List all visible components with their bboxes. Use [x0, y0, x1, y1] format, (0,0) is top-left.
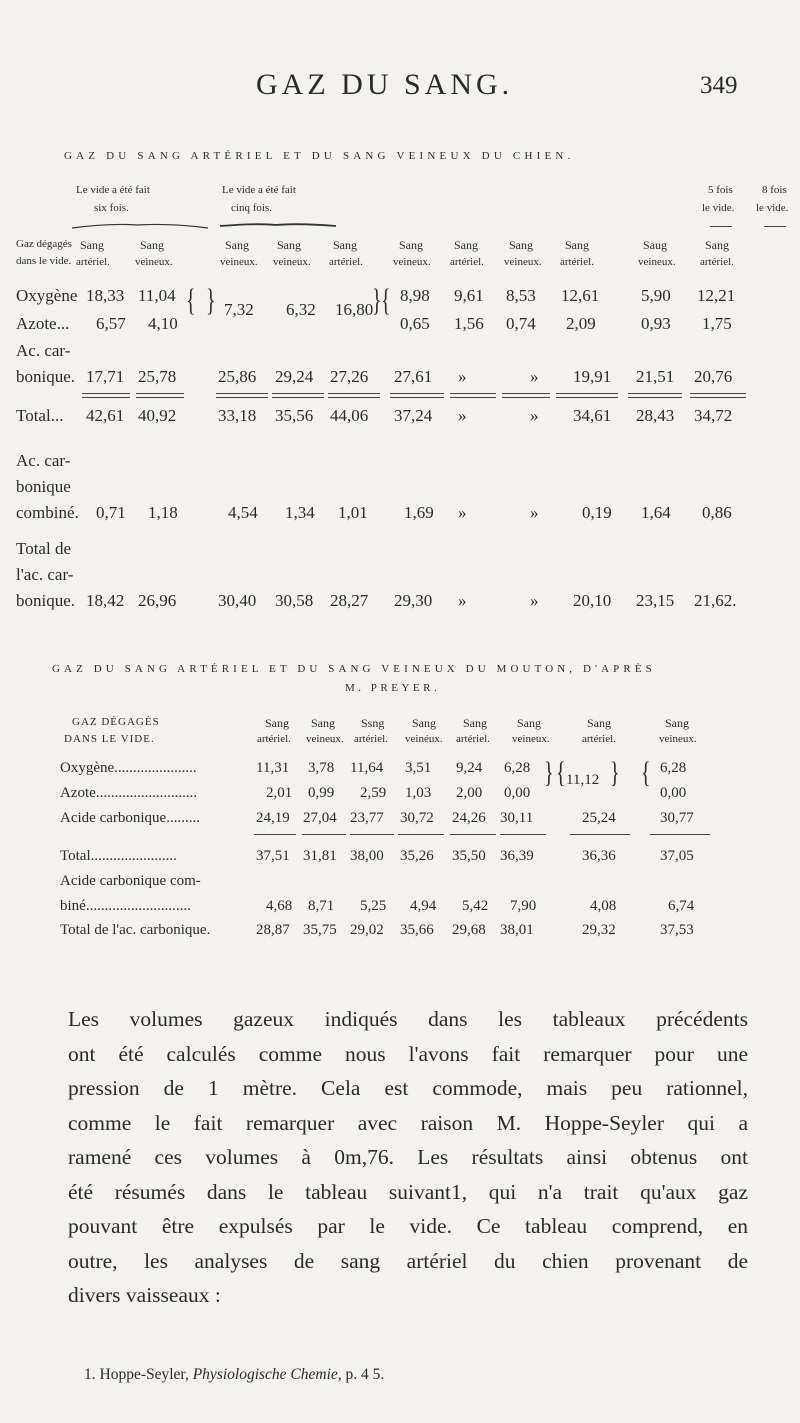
col-header: Sang — [412, 716, 436, 730]
col-subheader: veineux. — [273, 256, 311, 268]
footnote-title: Physiologische Chemie, — [192, 1366, 342, 1383]
col-header: Saug — [643, 238, 667, 252]
table-cell: 20,76 — [694, 367, 733, 386]
col-subheader: veineux. — [306, 733, 344, 745]
table-cell: 37,24 — [394, 406, 433, 425]
row-label: bonique. — [16, 367, 76, 386]
sum-rule — [272, 393, 324, 398]
running-title: GAZ DU SANG. — [256, 68, 514, 101]
row-label: l'ac. car- — [16, 565, 74, 584]
row-label: bonique — [16, 477, 71, 496]
col-subheader: veineux. — [504, 256, 542, 268]
table-cell: 8,53 — [506, 286, 536, 305]
table-cell: 27,26 — [330, 367, 369, 386]
table-cell: 29,02 — [350, 922, 384, 938]
paragraph-line: outre, les analyses de sang artériel du chien provenant de — [68, 1248, 748, 1273]
table-cell: 23,77 — [350, 810, 384, 826]
sum-rule — [82, 393, 130, 398]
table-cell: 2,01 — [266, 785, 293, 801]
paragraph-line: comme le fait remarquer avec raison M. Hoppe-Seyler qui a — [68, 1110, 748, 1135]
table-cell: 1,56 — [454, 314, 484, 333]
col-subheader: artériel. — [76, 256, 110, 268]
table-cell: 23,15 — [636, 591, 675, 610]
col-header: Sang — [265, 716, 289, 730]
table-cell: 26,96 — [138, 591, 177, 610]
table-cell: 29,32 — [582, 922, 616, 938]
table-cell: 42,61 — [86, 406, 125, 425]
row-label: Ac. car- — [16, 341, 71, 360]
table-cell: 37,05 — [660, 848, 694, 864]
table-cell: 33,18 — [218, 406, 257, 425]
col-subheader: artériel. — [700, 256, 734, 268]
col-subheader: veinéux. — [405, 733, 443, 745]
sum-rule — [136, 393, 184, 398]
table2-title-line2: M. PREYER. — [345, 682, 441, 694]
table-cell: 35,50 — [452, 848, 486, 864]
table-cell: 34,72 — [694, 406, 733, 425]
table-cell: 30,40 — [218, 591, 257, 610]
table-cell: 1,75 — [702, 314, 732, 333]
col-subheader: artériel. — [456, 733, 490, 745]
table-cell: 2,00 — [456, 785, 483, 801]
row-label: Azote... — [16, 314, 70, 333]
table-cell: 44,06 — [330, 406, 369, 425]
table-cell: » — [530, 503, 539, 522]
col-header: Sang — [140, 238, 164, 252]
table-cell: 35,26 — [400, 848, 434, 864]
row-label: Acide carbonique......... — [60, 810, 200, 826]
col-subheader: artériel. — [582, 733, 616, 745]
table-cell: 2,59 — [360, 785, 387, 801]
sum-rule — [350, 834, 394, 835]
group-header-4-line1: 8 fois — [762, 184, 787, 196]
table-cell: » — [458, 367, 467, 386]
row-label: Azote........................... — [60, 785, 198, 801]
table-cell: 4,08 — [590, 898, 617, 914]
table-cell: 34,61 — [573, 406, 612, 425]
row-label: Total... — [16, 406, 64, 425]
table-cell: 4,68 — [266, 898, 293, 914]
table-cell: 1,69 — [404, 503, 434, 522]
table-cell: 1,01 — [338, 503, 368, 522]
table-cell-merged: 6,32 — [286, 300, 316, 319]
table-cell: 1,18 — [148, 503, 178, 522]
table-cell: 0,00 — [660, 785, 687, 801]
sum-rule — [650, 834, 710, 835]
row-label: Total....................... — [60, 848, 177, 864]
sum-rule — [328, 393, 380, 398]
col-header: Sang — [277, 238, 301, 252]
group-header-2-line1: Le vide a été fait — [222, 184, 296, 196]
paragraph-line: été résumés dans le tableau suivant1, qui n'a trait qu'aux gaz — [68, 1179, 748, 1204]
table-cell: 36,39 — [500, 848, 534, 864]
row-label: combiné. — [16, 503, 79, 522]
table-cell-merged: 7,32 — [224, 300, 254, 319]
row-label: Ac. car- — [16, 451, 71, 470]
table-cell: 12,61 — [561, 286, 600, 305]
table-cell: 8,98 — [400, 286, 430, 305]
table-cell: 18,33 — [86, 286, 125, 305]
table-cell: 29,30 — [394, 591, 433, 610]
col-subheader: veineux. — [512, 733, 550, 745]
table-cell: 35,66 — [400, 922, 434, 938]
row-label: biné............................ — [60, 898, 191, 914]
table-cell: 6,74 — [668, 898, 695, 914]
row-label: Oxygène...................... — [60, 760, 197, 776]
brace-open-1: { — [186, 283, 196, 319]
row-label: Total de l'ac. carbonique. — [60, 922, 211, 938]
table-cell: 18,42 — [86, 591, 125, 610]
table-cell: » — [530, 591, 539, 610]
row-label-header-line1: Gaz dégagés — [16, 238, 72, 250]
col-header: Sang — [333, 238, 357, 252]
col-header: Sang — [705, 238, 729, 252]
table-cell: 0,71 — [96, 503, 126, 522]
table-cell: 36,36 — [582, 848, 616, 864]
col-header: Sang — [80, 238, 104, 252]
table-cell: 30,77 — [660, 810, 694, 826]
col-header: Sang — [225, 238, 249, 252]
sum-rule — [302, 834, 346, 835]
row-label: Oxygène — [16, 286, 78, 305]
table-cell: 9,24 — [456, 760, 483, 776]
table-cell: 27,04 — [303, 810, 337, 826]
table-cell: 24,19 — [256, 810, 290, 826]
brace-close: } — [544, 756, 554, 790]
table-cell: 0,86 — [702, 503, 732, 522]
paragraph-line: ont été calculés comme nous l'avons fait remarquer pour une — [68, 1041, 748, 1066]
table-cell: 4,10 — [148, 314, 178, 333]
table-cell: 4,54 — [228, 503, 258, 522]
group-header-4-line2: le vide. — [756, 202, 789, 214]
group-rule-3 — [710, 226, 732, 227]
row-label-header-line2: dans le vide. — [16, 255, 72, 267]
table-cell: 24,26 — [452, 810, 486, 826]
sum-rule — [390, 393, 444, 398]
table-cell: 6,28 — [504, 760, 531, 776]
table-cell: 35,75 — [303, 922, 337, 938]
table-cell: 3,78 — [308, 760, 335, 776]
table1-title: GAZ DU SANG ARTÉRIEL ET DU SANG VEINEUX DU CHIEN. — [64, 150, 575, 162]
brace-close: } — [610, 756, 620, 790]
table-cell: 2,09 — [566, 314, 596, 333]
paragraph-line: divers vaisseaux : — [68, 1283, 221, 1307]
sum-rule — [450, 393, 496, 398]
table-cell: » — [458, 503, 467, 522]
table-cell: 25,24 — [582, 810, 616, 826]
table-cell: 1,03 — [405, 785, 432, 801]
footnote-page: p. 4 5. — [345, 1366, 385, 1383]
table-cell: 29,24 — [275, 367, 314, 386]
sum-rule — [500, 834, 546, 835]
paragraph-line: Les volumes gazeux indiqués dans les tableaux précédents — [68, 1007, 748, 1031]
table-cell: 1,34 — [285, 503, 315, 522]
col-subheader: artériel. — [257, 733, 291, 745]
table-cell: 0,74 — [506, 314, 536, 333]
table-cell: 25,86 — [218, 367, 257, 386]
table-cell: 29,68 — [452, 922, 486, 938]
row-label: bonique. — [16, 591, 76, 610]
row-label: Acide carbonique com- — [60, 873, 201, 889]
col-header: Ssng — [361, 716, 385, 730]
col-header: Sang — [454, 238, 478, 252]
table-cell: 5,25 — [360, 898, 387, 914]
table-cell: 4,94 — [410, 898, 437, 914]
table-cell: 1,64 — [641, 503, 671, 522]
row-label: Total de — [16, 539, 71, 558]
group-header-3-line2: le vide. — [702, 202, 735, 214]
group-header-1-line2: six fois. — [94, 202, 129, 214]
sum-rule — [502, 393, 550, 398]
sum-rule — [254, 834, 296, 835]
table-cell: 0,99 — [308, 785, 335, 801]
col-subheader: veineux. — [638, 256, 676, 268]
table-cell: 12,21 — [697, 286, 736, 305]
col-header: Sang — [517, 716, 541, 730]
table-cell-merged: 16,80 — [335, 300, 374, 319]
table-cell: » — [530, 367, 539, 386]
col-header: Sang — [463, 716, 487, 730]
col-subheader: artériel. — [560, 256, 594, 268]
table-cell: 17,71 — [86, 367, 125, 386]
table-cell: 21,51 — [636, 367, 675, 386]
table-cell: 40,92 — [138, 406, 177, 425]
table-cell: 8,71 — [308, 898, 335, 914]
row-label-header-line1: GAZ DÉGAGÉS — [72, 716, 160, 728]
table-cell: 37,53 — [660, 922, 694, 938]
table-cell: » — [458, 591, 467, 610]
col-subheader: veineux. — [220, 256, 258, 268]
footnote-number: 1. — [84, 1366, 96, 1383]
table-cell: 30,72 — [400, 810, 434, 826]
table-cell: 37,51 — [256, 848, 290, 864]
col-header: Sang — [665, 716, 689, 730]
sum-rule — [628, 393, 682, 398]
col-subheader: artériel. — [354, 733, 388, 745]
table-cell: 0,00 — [504, 785, 531, 801]
group-header-1-line1: Le vide a été fait — [76, 184, 150, 196]
sum-rule — [216, 393, 268, 398]
table-cell: 28,27 — [330, 591, 369, 610]
table-cell: » — [458, 406, 467, 425]
table-cell: 5,90 — [641, 286, 671, 305]
table-cell: 3,51 — [405, 760, 432, 776]
group-brace-2 — [218, 222, 338, 230]
table2-title: GAZ DU SANG ARTÉRIEL ET DU SANG VEINEUX DU MOUTON, D'APRÈS — [52, 663, 656, 675]
paragraph-line: pouvant être expulsés par le vide. Ce tableau comprend, en — [68, 1214, 748, 1238]
table-cell: 35,56 — [275, 406, 314, 425]
table-cell: 0,19 — [582, 503, 612, 522]
table-cell: 28,87 — [256, 922, 290, 938]
table-cell: 0,65 — [400, 314, 430, 333]
sum-rule — [398, 834, 444, 835]
row-label-header-line2: DANS LE VIDE. — [64, 733, 155, 745]
body-paragraph — [68, 1002, 748, 1313]
footnote-author: Hoppe-Seyler, — [99, 1366, 189, 1383]
col-header: Sang — [311, 716, 335, 730]
sum-rule — [450, 834, 496, 835]
table-cell: 7,90 — [510, 898, 537, 914]
brace-close-2: } — [372, 283, 382, 319]
table-cell: 9,61 — [454, 286, 484, 305]
col-header: Sang — [565, 238, 589, 252]
group-header-2-line2: cinq fois. — [231, 202, 272, 214]
table-cell: 6,57 — [96, 314, 126, 333]
table-cell: 21,62. — [694, 591, 737, 610]
table-cell: 11,64 — [350, 760, 384, 776]
table-cell: 30,58 — [275, 591, 314, 610]
table-cell: 27,61 — [394, 367, 433, 386]
paragraph-line: pression de 1 mètre. Cela est commode, mais peu rationnel, — [68, 1076, 748, 1100]
table-cell: 6,28 — [660, 760, 687, 776]
table-cell-merged: 11,12 — [566, 772, 600, 788]
table-cell: 19,91 — [573, 367, 612, 386]
col-header: Sang — [399, 238, 423, 252]
brace-open: { — [641, 756, 651, 790]
col-subheader: artériel. — [450, 256, 484, 268]
table-cell: 20,10 — [573, 591, 612, 610]
sum-rule — [570, 834, 630, 835]
table-cell: 25,78 — [138, 367, 177, 386]
brace-close-3: } — [206, 283, 216, 319]
group-brace-1 — [70, 222, 210, 230]
brace-open-2: { — [381, 283, 391, 319]
table-cell: 11,31 — [256, 760, 290, 776]
brace-open: { — [556, 756, 566, 790]
table-cell: 28,43 — [636, 406, 675, 425]
table-cell: 38,00 — [350, 848, 384, 864]
sum-rule — [690, 393, 746, 398]
table-cell: 11,04 — [138, 286, 176, 305]
table-cell: 30,11 — [500, 810, 534, 826]
col-subheader: artériel. — [329, 256, 363, 268]
paragraph-line: ramené ces volumes à 0m,76. Les résultats ainsi obtenus ont — [68, 1145, 748, 1169]
group-rule-4 — [764, 226, 786, 227]
col-subheader: veineux. — [393, 256, 431, 268]
table-cell: 0,93 — [641, 314, 671, 333]
col-subheader: veineux. — [659, 733, 697, 745]
col-subheader: veineux. — [135, 256, 173, 268]
table-cell: 5,42 — [462, 898, 489, 914]
page-number: 349 — [700, 72, 738, 99]
col-header: Sang — [587, 716, 611, 730]
sum-rule — [556, 393, 618, 398]
table-cell: 31,81 — [303, 848, 337, 864]
group-header-3-line1: 5 fois — [708, 184, 733, 196]
col-header: Sang — [509, 238, 533, 252]
footnote — [84, 1366, 384, 1384]
table-cell: 38,01 — [500, 922, 534, 938]
table-cell: » — [530, 406, 539, 425]
